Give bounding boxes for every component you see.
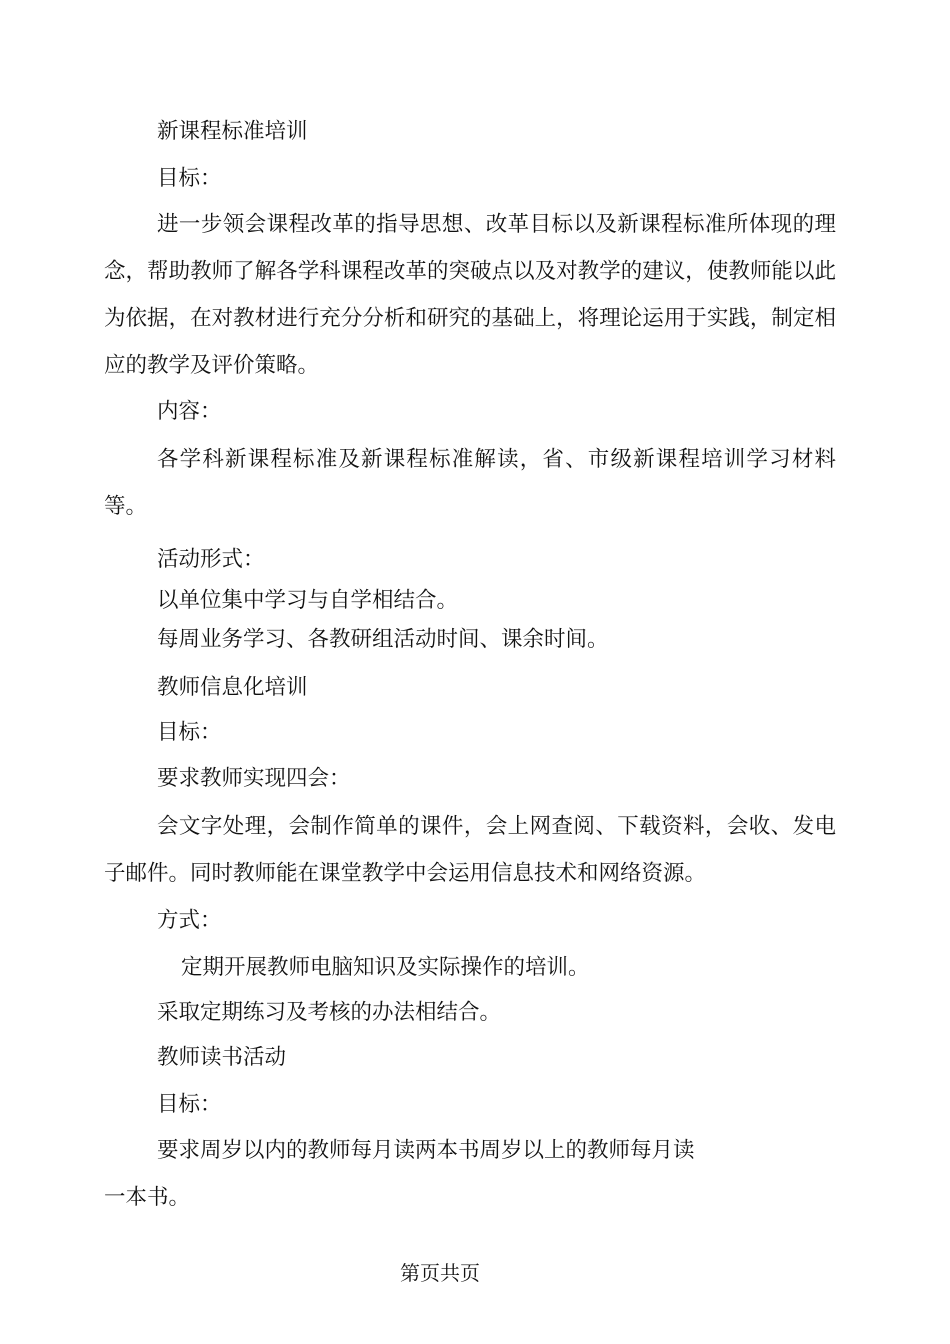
method-line: 定期开展教师电脑知识及实际操作的培训。 bbox=[181, 955, 590, 980]
goal-line: 要求周岁以内的教师每月读两本书周岁以上的教师每月读 bbox=[157, 1138, 695, 1163]
method-line: 采取定期练习及考核的办法相结合。 bbox=[157, 1000, 502, 1025]
activity-form-line: 以单位集中学习与自学相结合。 bbox=[157, 588, 459, 613]
section-title-curriculum-training: 新课程标准培训 bbox=[157, 119, 308, 144]
goal-label: 目标： bbox=[157, 166, 222, 191]
section-title-it-training: 教师信息化培训 bbox=[157, 675, 308, 700]
content-label: 内容： bbox=[157, 399, 222, 424]
activity-form-line: 每周业务学习、各教研组活动时间、课余时间。 bbox=[157, 627, 609, 652]
goal-paragraph: 会文字处理，会制作简单的课件，会上网查阅、下载资料，会收、发电子邮件。同时教师能在课堂教学中会运用信息技术和网络资源。 bbox=[104, 814, 836, 886]
goal-label: 目标： bbox=[157, 720, 222, 745]
page-footer: 第页共页 bbox=[400, 1261, 480, 1285]
method-label: 方式： bbox=[157, 908, 222, 933]
activity-form-label: 活动形式： bbox=[157, 547, 265, 572]
section-title-reading-activity: 教师读书活动 bbox=[157, 1045, 287, 1070]
goal-intro: 要求教师实现四会： bbox=[157, 766, 351, 791]
content-paragraph: 各学科新课程标准及新课程标准解读，省、市级新课程培训学习材料等。 bbox=[104, 447, 836, 519]
goal-line: 一本书。 bbox=[104, 1185, 191, 1210]
goal-paragraph: 进一步领会课程改革的指导思想、改革目标以及新课程标准所体现的理念，帮助教师了解各学科课程改革的突破点以及对教学的建议，使教师能以此为依据，在对教材进行充分分析和研究的基础上，将理论运用于实践，制定相应的教学及评价策略。 bbox=[104, 212, 836, 378]
goal-label: 目标： bbox=[157, 1092, 222, 1117]
